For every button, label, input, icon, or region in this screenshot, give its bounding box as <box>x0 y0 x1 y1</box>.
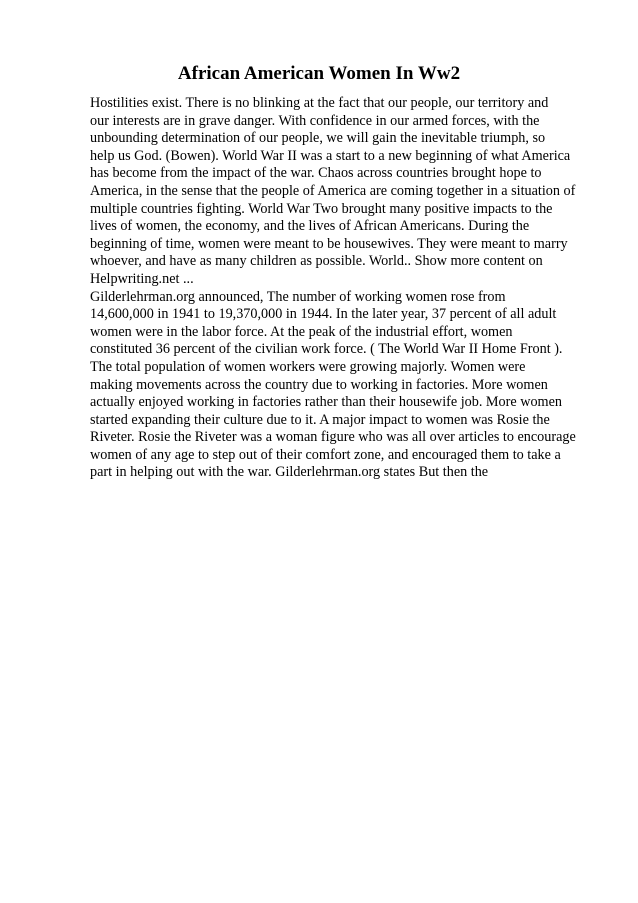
body-line: our interests are in grave danger. With confidence in our armed forces, with the <box>90 112 540 129</box>
body-line: Gilderlehrman.org announced, The number of working women rose from <box>90 288 506 305</box>
body-line: 14,600,000 in 1941 to 19,370,000 in 1944. In the later year, 37 percent of all adult <box>90 306 557 323</box>
body-line: actually enjoyed working in factories rather than their housewife job. More women <box>90 394 562 411</box>
body-line: Hostilities exist. There is no blinking at the fact that our people, our territory and <box>90 95 549 111</box>
body-line: Helpwriting.net ... <box>90 270 194 287</box>
body-line: lives of women, the economy, and the lives of African Americans. During the <box>90 218 530 235</box>
body-line: unbounding determination of our people, we will gain the inevitable triumph, so <box>90 130 546 147</box>
body-line: Riveter. Rosie the Riveter was a woman figure who was all over articles to encourage <box>90 429 576 446</box>
document-body <box>90 95 620 482</box>
body-line: women of any age to step out of their comfort zone, and encouraged them to take a <box>90 446 561 463</box>
body-line: multiple countries fighting. World War Two brought many positive impacts to the <box>90 200 553 217</box>
body-line: making movements across the country due to working in factories. More women <box>90 376 548 393</box>
body-line: constituted 36 percent of the civilian work force. ( The World War II Home Front ). <box>90 341 563 358</box>
body-line: whoever, and have as many children as possible. World.. Show more content on <box>90 253 543 270</box>
body-line: started expanding their culture due to it. A major impact to women was Rosie the <box>90 411 550 428</box>
body-line: beginning of time, women were meant to be housewives. They were meant to marry <box>90 235 568 252</box>
body-line: has become from the impact of the war. Chaos across countries brought hope to <box>90 165 542 182</box>
document-title: African American Women In Ww2 <box>177 63 461 84</box>
body-line: women were in the labor force. At the peak of the industrial effort, women <box>90 323 513 340</box>
body-line: help us God. (Bowen). World War II was a start to a new beginning of what America <box>90 147 571 164</box>
body-line: America, in the sense that the people of America are coming together in a situation of <box>90 182 576 199</box>
body-line: The total population of women workers were growing majorly. Women were <box>90 358 526 375</box>
body-line: part in helping out with the war. Gilderlehrman.org states But then the <box>90 464 489 481</box>
